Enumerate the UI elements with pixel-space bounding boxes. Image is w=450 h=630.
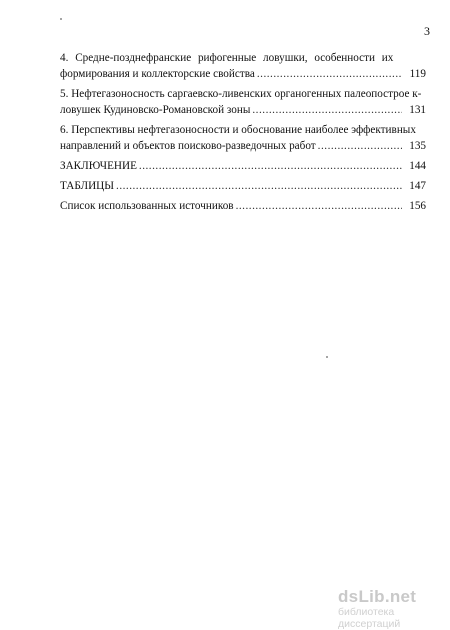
toc-line — [60, 158, 430, 174]
scan-speck — [60, 18, 62, 20]
toc-page-number: 156 — [409, 200, 426, 212]
toc-page-number: 131 — [409, 104, 426, 116]
toc-entry-4[interactable] — [60, 50, 430, 82]
toc-line — [60, 198, 430, 214]
toc-entry-text: ловушек Кудиновско-Романовской зоны — [60, 104, 251, 116]
toc-page-number: 144 — [409, 160, 426, 172]
toc-entry-text: ЗАКЛЮЧЕНИЕ — [60, 160, 137, 172]
toc-entry-conclusion[interactable] — [60, 158, 430, 174]
toc-page-number: 135 — [409, 140, 426, 152]
watermark-subtitle: библиотека диссертаций — [338, 606, 401, 630]
dot-leader — [236, 198, 402, 214]
toc-line — [60, 86, 430, 102]
toc-entry-tables[interactable] — [60, 178, 430, 194]
toc-entry-text: 4. Средне-позднефранские рифогенные ловушки, особенности их — [60, 52, 394, 64]
toc-page-number: 147 — [409, 180, 426, 192]
table-of-contents — [60, 50, 430, 218]
dot-leader — [257, 66, 402, 82]
toc-page-number: 119 — [409, 68, 426, 80]
page-number: 3 — [424, 24, 430, 38]
watermark — [338, 588, 448, 630]
toc-line — [60, 102, 430, 118]
toc-entry-6[interactable] — [60, 122, 430, 154]
toc-entry-text: направлений и объектов поисково-разведочных работ — [60, 140, 316, 152]
toc-line — [60, 66, 430, 82]
dot-leader — [139, 158, 402, 174]
toc-entry-text: 5. Нефтегазоносность саргаевско-ливенских органогенных палеопострое к- — [60, 88, 422, 100]
watermark-brand: dsLib.net — [338, 587, 417, 606]
toc-entry-5[interactable] — [60, 86, 430, 118]
scan-speck — [326, 356, 328, 358]
toc-line — [60, 178, 430, 194]
toc-entry-text: Список использованных источников — [60, 200, 234, 212]
toc-line — [60, 138, 430, 154]
dot-leader — [252, 102, 402, 118]
toc-line — [60, 122, 430, 138]
toc-entry-text: формирования и коллекторские свойства — [60, 68, 255, 80]
toc-entry-text: ТАБЛИЦЫ — [60, 180, 115, 192]
dot-leader — [318, 138, 402, 154]
toc-line — [60, 50, 430, 66]
toc-entry-references[interactable] — [60, 198, 430, 214]
dot-leader — [116, 178, 402, 194]
toc-entry-text: 6. Перспективы нефтегазоносности и обоснование наиболее эффективных — [60, 124, 416, 136]
